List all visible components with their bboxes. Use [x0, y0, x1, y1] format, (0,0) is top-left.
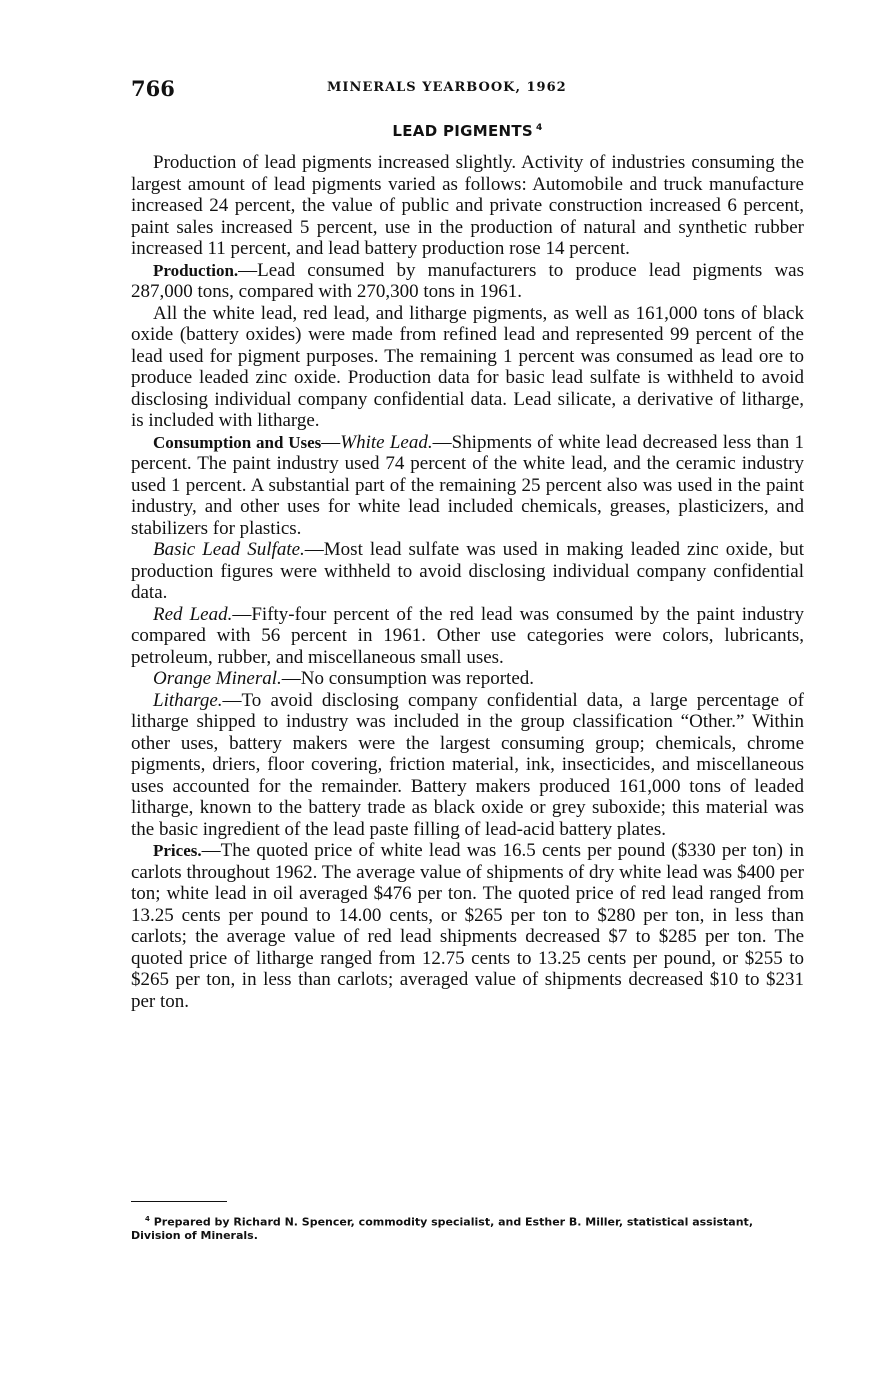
- section-title-text: LEAD PIGMENTS: [392, 122, 534, 140]
- basic-sulfate-text: —Most lead sulfate was used in making leaded zinc oxide, but production figures were withheld to avoid disclosing individual company confidential data.: [131, 539, 804, 603]
- paragraph-production: [131, 260, 804, 303]
- litharge-text: —To avoid disclosing company confidential data, a large percentage of litharge shipped to industry was included in the group classification “Other.” Within other uses, battery makers were the largest consuming group; chemicals, chrome pigments, driers, floor covering, friction material, ink, insecticides, and miscellaneous uses accounted for the remainder. Battery makers produced 161,000 tons of leaded litharge, known to the battery trade as black oxide or grey suboxide; this material was the basic ingredient of the lead paste filling of lead-acid battery plates.: [131, 689, 804, 840]
- white-lead-subhead: White Lead.: [340, 431, 433, 453]
- consumption-heading: Consumption and Uses: [153, 432, 322, 452]
- running-head: MINERALS YEARBOOK, 1962: [327, 80, 567, 95]
- paragraph-prices: [131, 840, 804, 1012]
- footnote-marker: 4: [145, 1215, 150, 1223]
- paragraph-intro: [131, 152, 804, 260]
- em-dash: —: [321, 431, 341, 453]
- section-title: [131, 122, 804, 140]
- prices-text: —The quoted price of white lead was 16.5 cents per pound ($330 per ton) in carlots throughout 1962. The average value of shipments of dry white lead was $400 per ton; white lead in oil averaged $476 per ton. The quoted price of red lead ranged from 13.25 cents per pound to 14.00 cents, or $265 per ton to $280 per ton, in less than carlots; the average value of red lead shipments decreased $7 to $285 per ton. The quoted price of litharge ranged from 12.75 cents to 13.25 cents per pound, or $255 to $265 per ton, in less than carlots; averaged value of shipments decreased $10 to $231 per ton.: [131, 840, 804, 1012]
- paragraph-litharge: [131, 690, 804, 841]
- paragraph-red-lead: [131, 604, 804, 669]
- litharge-subhead: Litharge.: [153, 689, 223, 711]
- page-number: 766: [131, 76, 175, 101]
- orange-mineral-text: —No consumption was reported.: [281, 668, 534, 689]
- production-heading: Production.: [153, 260, 239, 280]
- red-lead-text: —Fifty-four percent of the red lead was consumed by the paint industry compared with 56 percent in 1961. Other use categories were colors, lubricants, petroleum, rubber, and miscellaneous small uses.: [131, 603, 804, 668]
- intro-text: Production of lead pigments increased slightly. Activity of industries consuming the largest amount of lead pigments varied as follows: Automobile and truck manufacture increased 24 percent, the value of public and private construction increased 6 percent, paint sales increased 5 percent, use in the production of natural and synthetic rubber increased 11 percent, and lead battery production rose 14 percent.: [131, 152, 804, 259]
- paragraph-pigment-sources: [131, 303, 804, 432]
- footnote-text: Prepared by Richard N. Spencer, commodity specialist, and Esther B. Miller, statistical assistant, Division of Minerals.: [131, 1215, 753, 1242]
- footnote-divider: [131, 1201, 227, 1202]
- prices-heading: Prices.: [153, 841, 202, 860]
- paragraph-white-lead: [131, 432, 804, 540]
- pigment-sources-text: All the white lead, red lead, and litharge pigments, as well as 161,000 tons of black oxide (battery oxides) were made from refined lead and represented 99 percent of the lead used for pigment purposes. The remaining 1 percent was consumed as lead ore to produce leaded zinc oxide. Production data for basic lead sulfate is withheld to avoid disclosing individual company confidential data. Lead silicate, a derivative of litharge, is included with litharge.: [131, 302, 804, 431]
- footnote: [131, 1213, 804, 1242]
- paragraph-basic-lead-sulfate: [131, 539, 804, 604]
- paragraph-orange-mineral: [131, 668, 804, 690]
- footnote-reference: 4: [536, 123, 543, 133]
- white-lead-text: —Shipments of white lead decreased less than 1 percent. The paint industry used 74 percent of the white lead, and the ceramic industry used 1 percent. A substantial part of the remaining 25 percent also was used in the paint industry, and other uses for white lead included chemicals, greases, plasticizers, and stabilizers for plastics.: [131, 431, 804, 539]
- red-lead-subhead: Red Lead.: [153, 603, 233, 625]
- body-text: [131, 152, 804, 1012]
- page-header: [131, 76, 804, 102]
- basic-sulfate-subhead: Basic Lead Sulfate.: [153, 539, 305, 560]
- production-text: —Lead consumed by manufacturers to produce lead pigments was 287,000 tons, compared with 270,300 tons in 1961.: [131, 259, 804, 302]
- orange-mineral-subhead: Orange Mineral.: [153, 668, 282, 689]
